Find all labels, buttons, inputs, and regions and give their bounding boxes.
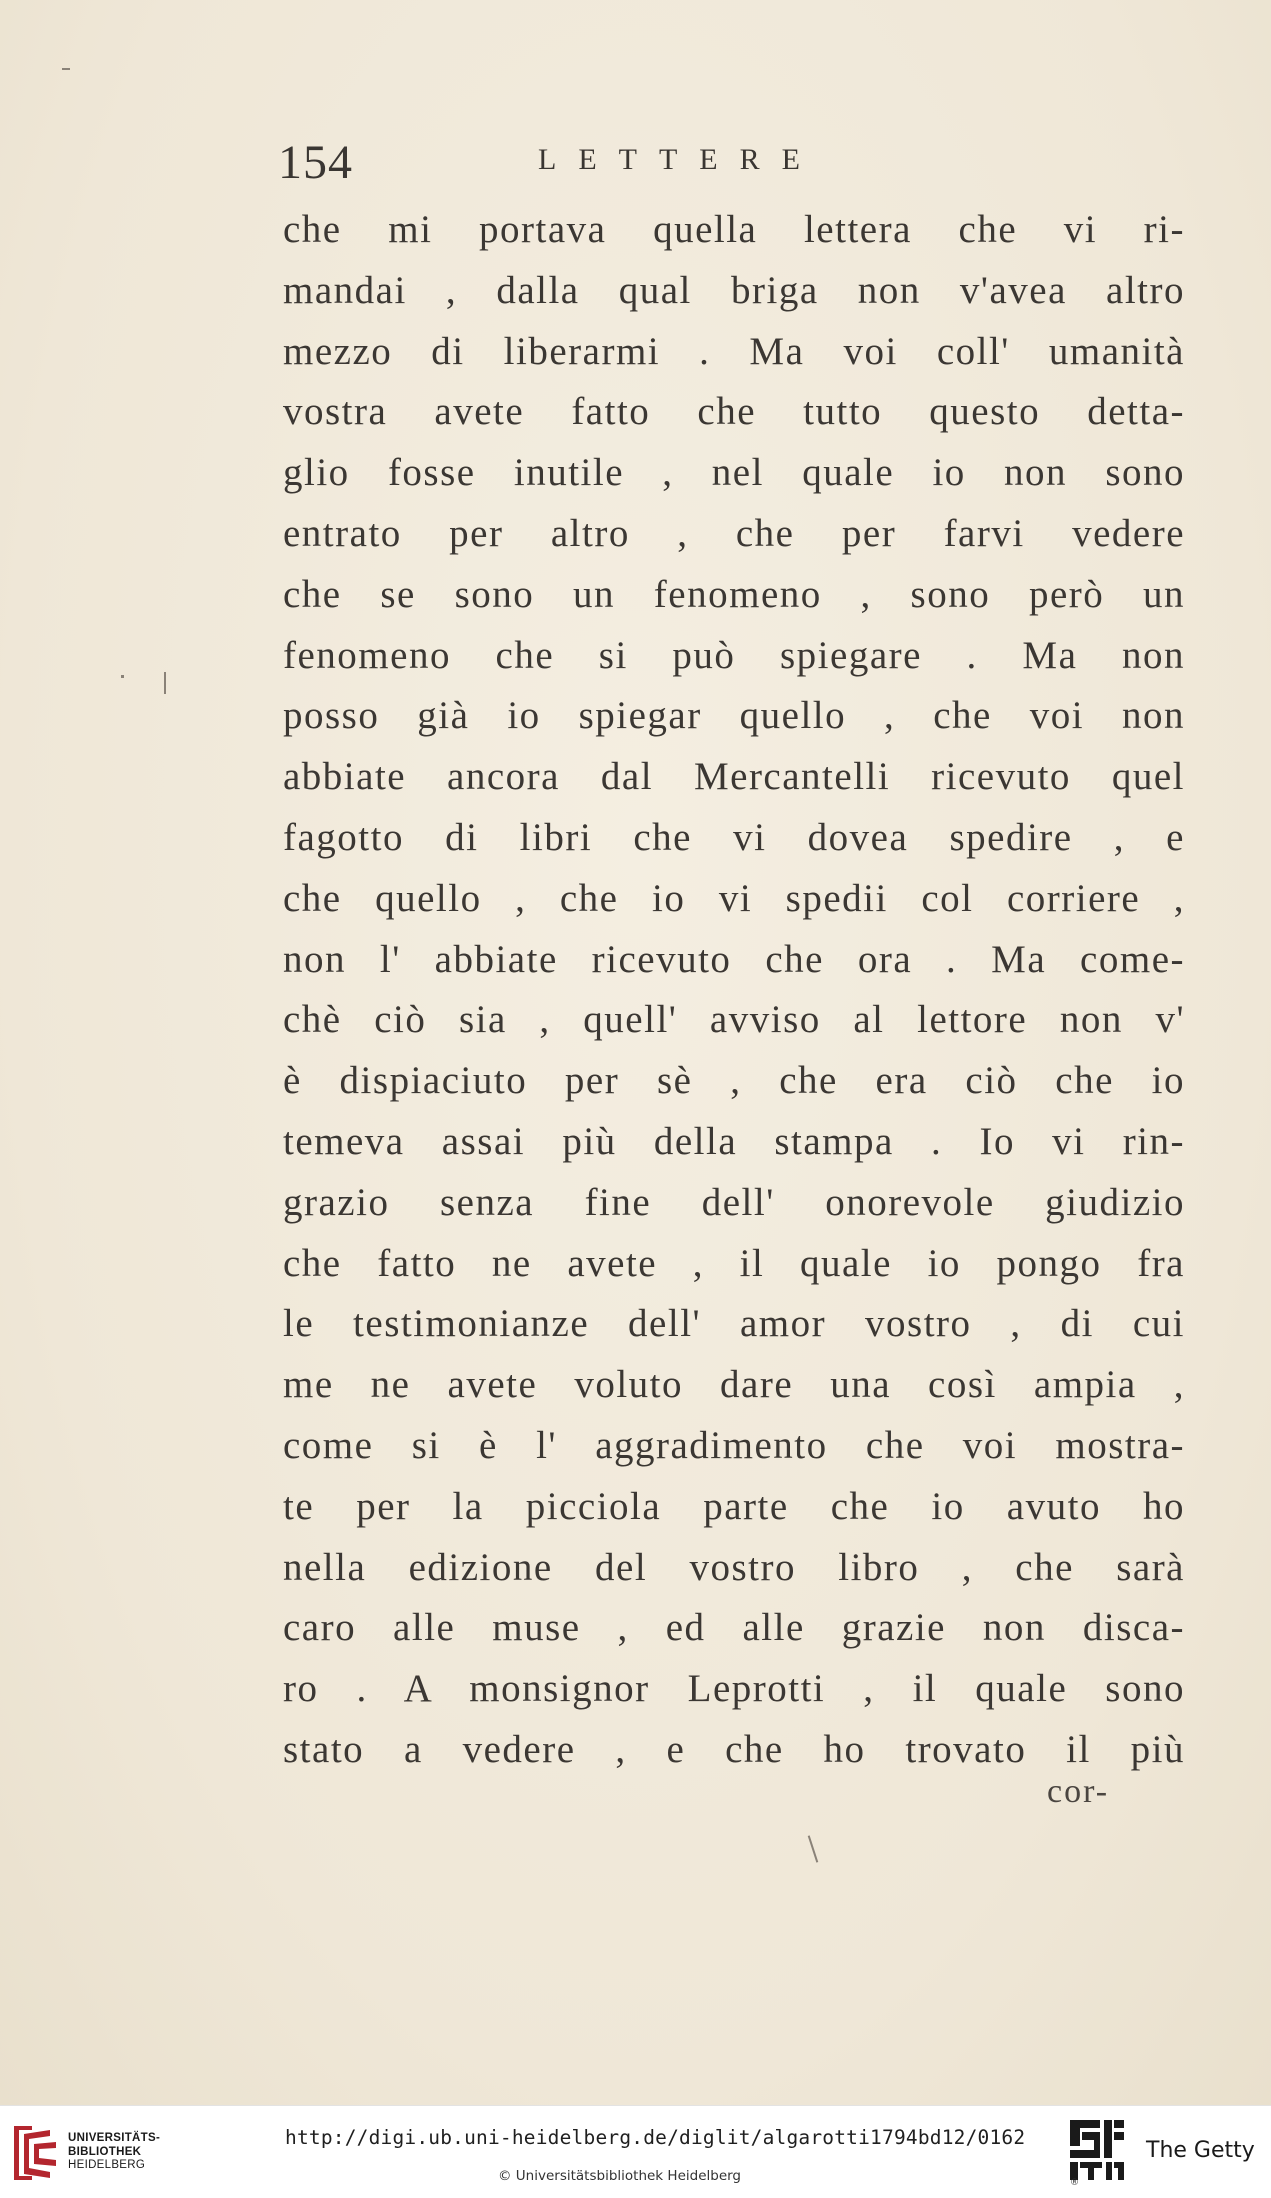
page-number: 154: [278, 136, 353, 189]
scan-mark: [121, 675, 124, 678]
letter-body-text: [283, 200, 1185, 1781]
text-line: come si è l' aggradimento che voi mostra-: [283, 1423, 1185, 1467]
text-line: che mi portava quella lettera che vi ri-: [283, 208, 1185, 251]
registered-mark: ®: [1070, 2178, 1079, 2188]
getty-logo[interactable]: [1068, 2118, 1258, 2188]
text-line: che quello , che io vi spedii col corriere ,: [283, 876, 1185, 920]
text-line: è dispiaciuto per sè , che era ciò che io: [283, 1059, 1185, 1103]
getty-mark-icon: [1068, 2118, 1126, 2182]
scan-mark: [62, 68, 70, 70]
partner-name: The Getty: [1146, 2138, 1255, 2163]
text-line: mezzo di liberarmi . Ma voi coll' umanità: [283, 329, 1185, 373]
text-line: che fatto ne avete , il quale io pongo fra: [283, 1241, 1185, 1285]
text-line: nella edizione del vostro libro , che sarà: [283, 1545, 1185, 1589]
permalink-url[interactable]: http://digi.ub.uni-heidelberg.de/diglit/algarotti1794bd12/0162: [285, 2126, 1026, 2149]
text-line: chè ciò sia , quell' avviso al lettore non v': [283, 998, 1185, 1042]
scan-mark: [164, 672, 166, 694]
copyright-notice: © Universitätsbibliothek Heidelberg: [498, 2168, 742, 2184]
text-line: entrato per altro , che per farvi vedere: [283, 511, 1185, 555]
text-line: fagotto di libri che vi dovea spedire , e: [283, 815, 1185, 859]
university-name: UNIVERSITÄTS- BIBLIOTHEK HEIDELBERG: [68, 2132, 161, 2171]
text-line: fenomeno che si può spiegare . Ma non: [283, 633, 1185, 677]
text-line: grazio senza fine dell' onorevole giudizio: [283, 1180, 1185, 1224]
text-line: le testimonianze dell' amor vostro , di cui: [283, 1302, 1185, 1346]
university-logo[interactable]: [10, 2120, 160, 2186]
scan-mark: [808, 1835, 819, 1862]
text-line: ro . A monsignor Leprotti , il quale sono: [283, 1667, 1185, 1711]
viewer-footer: [0, 2105, 1271, 2198]
running-title: LETTERE: [538, 143, 822, 176]
text-line: glio fosse inutile , nel quale io non sono: [283, 451, 1185, 495]
text-line: caro alle muse , ed alle grazie non disca-: [283, 1606, 1185, 1650]
text-line: temeva assai più della stampa . Io vi rin-: [283, 1119, 1185, 1163]
text-line: mandai , dalla qual briga non v'avea altro: [283, 268, 1185, 312]
text-line: posso già io spiegar quello , che voi non: [283, 694, 1185, 738]
text-line: vostra avete fatto che tutto questo detta-: [283, 390, 1185, 434]
text-line: me ne avete voluto dare una così ampia ,: [283, 1363, 1185, 1407]
text-line: abbiate ancora dal Mercantelli ricevuto quel: [283, 755, 1185, 799]
text-line: non l' abbiate ricevuto che ora . Ma come-: [283, 937, 1185, 981]
heidelberg-emblem-icon: [10, 2120, 60, 2186]
page-header: [278, 135, 978, 195]
catchword: cor-: [1047, 1773, 1110, 1810]
text-line: stato a vedere , e che ho trovato il più: [283, 1727, 1185, 1771]
text-line: che se sono un fenomeno , sono però un: [283, 572, 1185, 616]
text-line: te per la picciola parte che io avuto ho: [283, 1484, 1185, 1528]
